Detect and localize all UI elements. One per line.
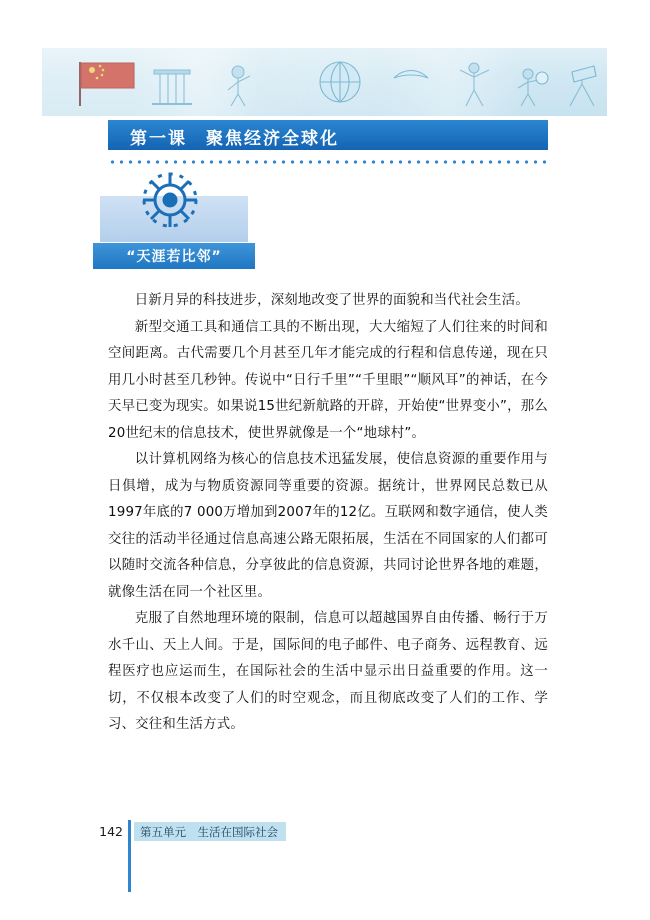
paragraph-3: 以计算机网络为核心的信息技术迅猛发展，使信息资源的重要作用与日俱增，成为与物质资源同等重要的资源。据统计，世界网民总数已从1997年底的7 000万增加到2007年的12亿。互联网和数字通信，使人类交往的活动半径通过信息高速公路无限拓展，生活在不同国家的人们都可以随时交流各种信息，分享彼此的信息资源，共同讨论世界各地的难题，就像生活在同一个社区里。 [108, 452, 548, 600]
page-number: 142 [99, 824, 123, 839]
paragraph-2: 新型交通工具和通信工具的不断出现，大大缩短了人们往来的时间和空间距离。古代需要几个月甚至几年才能完成的行程和信息传递，现在只用几小时甚至几秒钟。传说中“日行千里”“千里眼”“顺风耳”的神话，在今天早已变为现实。如果说15世纪新航路的开辟，开始使“世界变小”，那么20世纪末的信息技术，使世界就像是一个“地球村”。 [108, 319, 548, 441]
footer-vertical-rule [128, 820, 131, 892]
lesson-title-bar [108, 120, 548, 150]
section-tag [93, 243, 255, 269]
section-tag-label: “天涯若比邻” [126, 249, 222, 265]
banner-illustration [42, 48, 607, 116]
dotted-divider [108, 160, 548, 164]
footer-unit-label: 第五单元 生活在国际社会 [134, 822, 286, 841]
body-text [108, 288, 548, 739]
decorative-banner [42, 48, 607, 116]
paragraph-4: 克服了自然地理环境的限制，信息可以超越国界自由传播、畅行于万水千山、天上人间。于是，国际间的电子邮件、电子商务、远程教育、远程医疗也应运而生，在国际社会的生活中显示出日益重要的作用。这一切，不仅根本改变了人们的时空观念，而且彻底改变了人们的工作、学习、交往和生活方式。 [108, 611, 548, 732]
page-title: 第一课 聚焦经济全球化 [130, 129, 339, 149]
paragraph-1: 日新月异的科技进步，深刻地改变了世界的面貌和当代社会生活。 [134, 293, 529, 308]
ship-wheel-icon [140, 170, 200, 230]
